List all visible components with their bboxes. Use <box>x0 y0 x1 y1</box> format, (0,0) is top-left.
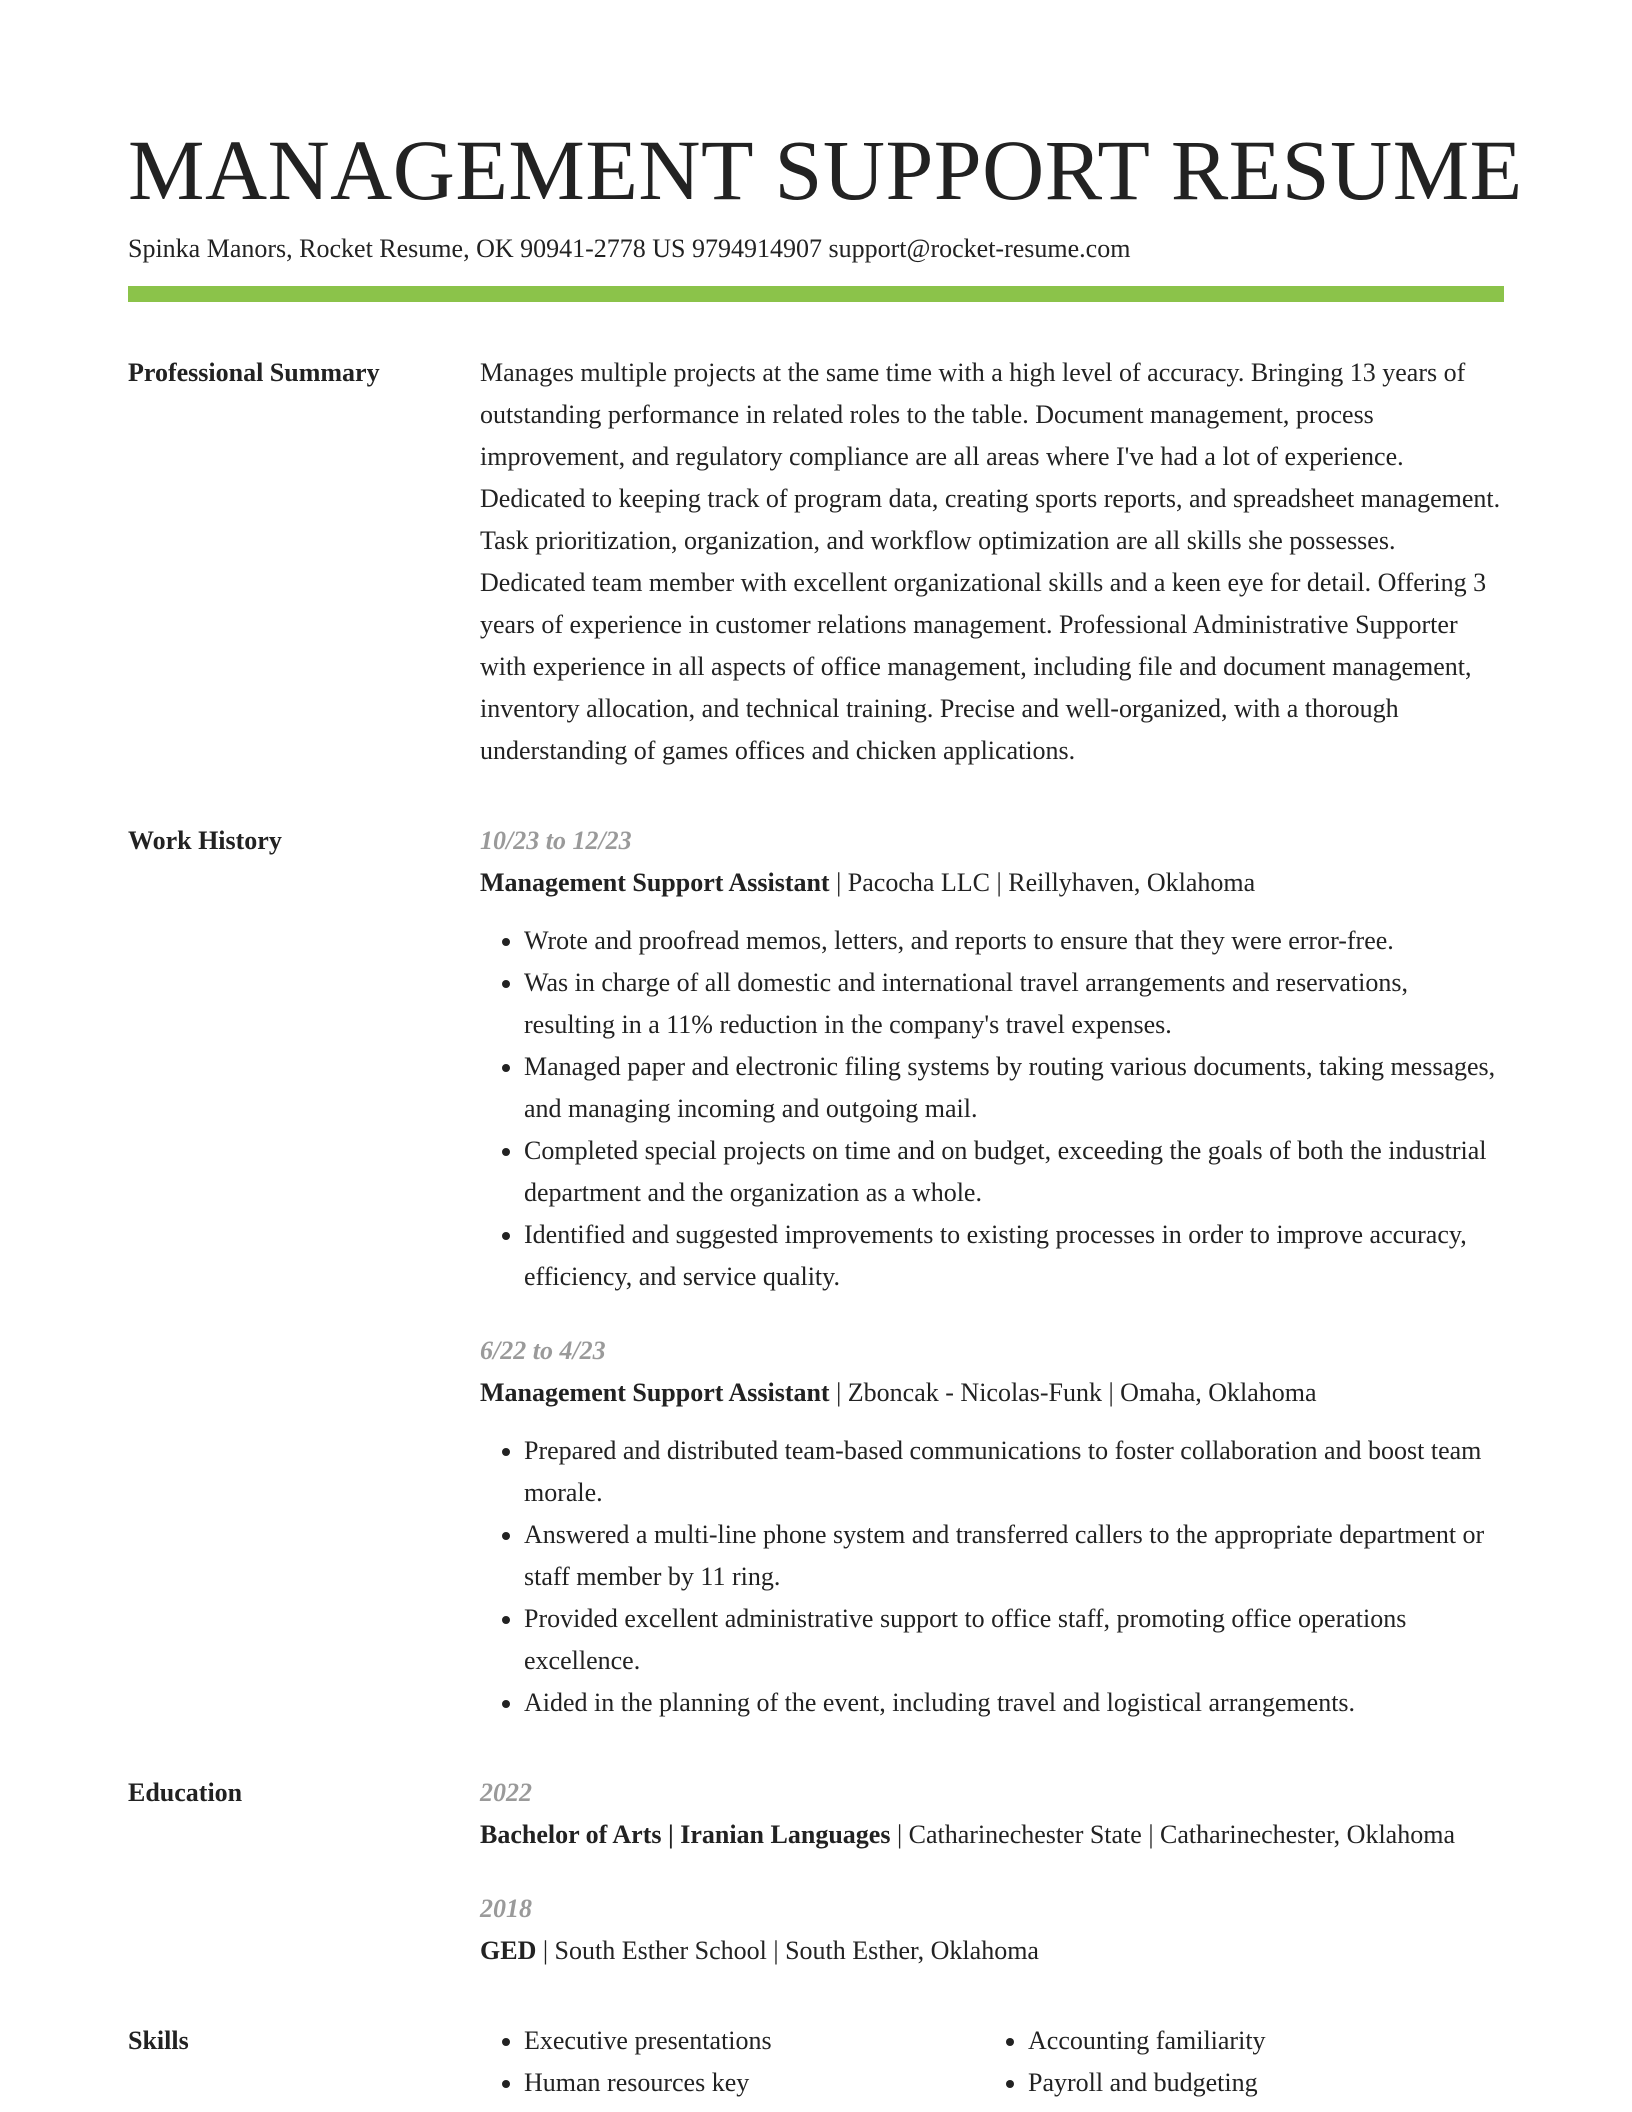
professional-summary-section <box>128 352 1504 772</box>
summary-text: Manages multiple projects at the same time with a high level of accuracy. Bringing 13 years of outstanding performance in related roles to the table. Document management, process improvement, and regulatory compliance are all areas where I've had a lot of experience. Dedicated to keeping track of program data, creating sports reports, and spreadsheet management. Task prioritization, organization, and workflow optimization are all skills she possesses. Dedicated team member with excellent organizational skills and a keen eye for detail. Offering 3 years of experience in customer relations management. Professional Administrative Supporter with experience in all aspects of office management, including file and document management, inventory allocation, and technical training. Precise and well-organized, with a thorough understanding of games offices and chicken applications. <box>480 358 1501 765</box>
job-title: Management Support Assistant <box>480 868 830 897</box>
section-body <box>480 820 1504 1724</box>
resume-title: MANAGEMENT SUPPORT RESUME <box>128 122 1523 218</box>
education-heading <box>480 1814 1504 1856</box>
list-item: • Was in charge of all domestic and international travel arrangements and reservations, resulting in a 11% reduction in the company's travel expenses. <box>524 962 1504 1046</box>
list-item: • Identified and suggested improvements to existing processes in order to improve accuracy, efficiency, and service quality. <box>524 1214 1504 1298</box>
skill-item: • Accounting familiarity <box>1028 2020 1488 2062</box>
education-section <box>128 1772 1504 1972</box>
skill-item: • Payroll and budgeting <box>1028 2062 1488 2104</box>
education-entry <box>480 1888 1504 1972</box>
job-dates: 10/23 to 12/23 <box>480 826 632 855</box>
skills-column-right <box>984 2020 1488 2104</box>
list-item: • Aided in the planning of the event, including travel and logistical arrangements. <box>524 1682 1504 1724</box>
section-body <box>480 1772 1504 1972</box>
job-entry <box>480 820 1504 1298</box>
section-heading: Work History <box>128 826 282 855</box>
list-item: • Prepared and distributed team-based communications to foster collaboration and boost team morale. <box>524 1430 1504 1514</box>
education-year: 2022 <box>480 1778 532 1807</box>
education-year: 2018 <box>480 1894 532 1923</box>
skill-item: • Executive presentations <box>524 2020 984 2062</box>
list-item: • Answered a multi-line phone system and transferred callers to the appropriate department or staff member by 11 ring. <box>524 1514 1504 1598</box>
job-title: Management Support Assistant <box>480 1378 830 1407</box>
job-entry <box>480 1330 1504 1724</box>
accent-divider <box>128 286 1504 302</box>
skills-list <box>480 2020 1504 2104</box>
job-bullets <box>480 920 1504 1298</box>
job-details: | Zboncak - Nicolas-Funk | Omaha, Oklahoma <box>829 1378 1317 1407</box>
job-details: | Pacocha LLC | Reillyhaven, Oklahoma <box>829 868 1256 897</box>
education-details: | South Esther School | South Esther, Oklahoma <box>536 1936 1039 1965</box>
section-body <box>480 352 1504 772</box>
education-heading <box>480 1930 1504 1972</box>
job-bullets <box>480 1430 1504 1724</box>
skills-column-left <box>480 2020 984 2104</box>
section-heading: Professional Summary <box>128 358 380 387</box>
degree: Bachelor of Arts | Iranian Languages <box>480 1820 891 1849</box>
list-item: • Completed special projects on time and on budget, exceeding the goals of both the industrial department and the organization as a whole. <box>524 1130 1504 1214</box>
skill-item: • Human resources key <box>524 2062 984 2104</box>
education-entry <box>480 1772 1504 1856</box>
section-heading: Skills <box>128 2026 189 2055</box>
contact-line: Spinka Manors, Rocket Resume, OK 90941-2778 US 9794914907 support@rocket-resume.com <box>128 234 1131 263</box>
job-heading <box>480 1372 1504 1414</box>
job-heading <box>480 862 1504 904</box>
education-details: | Catharinechester State | Catharinechester, Oklahoma <box>890 1820 1455 1849</box>
list-item: • Managed paper and electronic filing systems by routing various documents, taking messages, and managing incoming and outgoing mail. <box>524 1046 1504 1130</box>
resume-page <box>128 0 1523 2104</box>
job-dates: 6/22 to 4/23 <box>480 1336 606 1365</box>
skills-section <box>128 2020 1504 2104</box>
work-history-section <box>128 820 1504 1724</box>
list-item: • Provided excellent administrative support to office staff, promoting office operations excellence. <box>524 1598 1504 1682</box>
degree: GED <box>480 1936 537 1965</box>
list-item: • Wrote and proofread memos, letters, and reports to ensure that they were error-free. <box>524 920 1504 962</box>
section-heading: Education <box>128 1778 243 1807</box>
